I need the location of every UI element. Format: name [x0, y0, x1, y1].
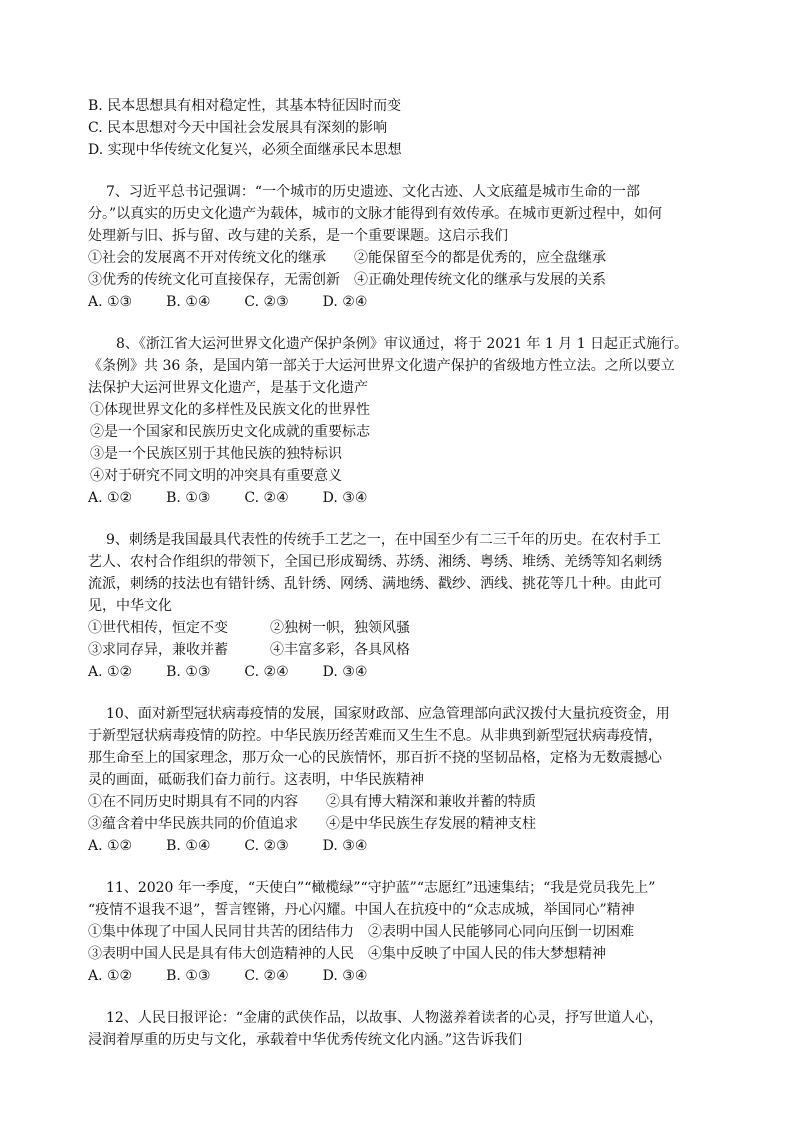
q10-option-d[interactable]: D. ③④ — [322, 838, 368, 854]
q9-options — [88, 661, 367, 683]
q7-option-d[interactable]: D. ②④ — [322, 294, 368, 310]
q9-item-line-1: ①世代相传，恒定不变 ②独树一帜，独领风骚 — [88, 620, 410, 636]
q7-stem-line-3: 处理新与旧、拆与留、改与建的关系，是一个重要课题。这启示我们 — [88, 228, 508, 244]
q9-item-line-2: ③求同存异，兼收并蓄 ④丰富多彩，各具风格 — [88, 642, 410, 658]
q9-stem-line-3: 流派，刺绣的技法也有错针绣、乱针绣、网绣、满地绣、戳纱、洒线、挑花等几十种。由此可 — [88, 576, 662, 592]
q9-stem-line-4: 见，中华文化 — [88, 598, 172, 614]
q6-option-c: C. 民本思想对今天中国社会发展具有深刻的影响 — [88, 120, 388, 136]
q10-option-c[interactable]: C. ②③ — [244, 838, 289, 854]
q11-stem-line-2: “疫情不退我不退”，誓言铿锵，丹心闪耀。中国人在抗疫中的“众志成城，举国同心”精神 — [88, 902, 635, 918]
q8-item-2: ②是一个国家和民族历史文化成就的重要标志 — [90, 424, 370, 440]
q8-item-1: ①体现世界文化的多样性及民族文化的世界性 — [90, 402, 370, 418]
q7-options — [88, 291, 367, 313]
q6-option-b: B. 民本思想具有相对稳定性，其基本特征因时而变 — [88, 98, 402, 114]
q6-option-d: D. 实现中华传统文化复兴，必须全面继承民本思想 — [88, 142, 402, 158]
q7-item-line-1: ①社会的发展离不开对传统文化的继承 ②能保留至今的都是优秀的，应全盘继承 — [88, 250, 606, 266]
q10-option-b[interactable]: B. ①④ — [166, 838, 211, 854]
q7-stem-line-2: 分。”以真实的历史文化遗产为载体，城市的文脉才能得到有效传承。在城市更新过程中，如何 — [88, 206, 663, 222]
q10-item-line-1: ①在不同历史时期具有不同的内容 ②具有博大精深和兼收并蓄的特质 — [88, 794, 536, 810]
q7-option-b[interactable]: B. ①④ — [166, 294, 211, 310]
q11-options — [88, 965, 367, 987]
q8-option-b[interactable]: B. ①③ — [166, 490, 211, 506]
q9-stem-line-1: 9、刺绣是我国最具代表性的传统手工艺之一，在中国至少有二三千年的历史。在农村手工 — [106, 532, 661, 548]
q12-stem-line-2: 浸润着厚重的历史与文化，承载着中华优秀传统文化内涵。”这告诉我们 — [88, 1032, 523, 1048]
q10-stem-line-3: 那生命至上的国家理念，那万众一心的民族情怀，那百折不挠的坚韧品格，定格为无数震撼心 — [88, 750, 662, 766]
q11-item-line-1: ①集中体现了中国人民同甘共苦的团结伟力 ②表明中国人民能够同心同向压倒一切困难 — [88, 924, 634, 940]
q8-stem-line-2: 《条例》共 36 条，是国内第一部关于大运河世界文化遗产保护的省级地方性立法。之所以要立 — [88, 358, 675, 374]
q8-options — [88, 487, 367, 509]
q7-item-line-2: ③优秀的传统文化可直接保存，无需创新 ④正确处理传统文化的继承与发展的关系 — [88, 272, 606, 288]
q8-option-d[interactable]: D. ③④ — [322, 490, 368, 506]
q10-stem-line-2: 于新型冠状病毒疫情的防控。中华民族历经苦难而又生生不息。从非典到新型冠状病毒疫情， — [88, 728, 662, 744]
q8-stem-line-3: 法保护大运河世界文化遗产，是基于文化遗产 — [88, 380, 368, 396]
q11-option-d[interactable]: D. ③④ — [322, 968, 368, 984]
q7-option-c[interactable]: C. ②③ — [244, 294, 289, 310]
q8-item-4: ④对于研究不同文明的冲突具有重要意义 — [90, 468, 342, 484]
q9-option-b[interactable]: B. ①③ — [166, 664, 211, 680]
q10-stem-line-1: 10、面对新型冠状病毒疫情的发展，国家财政部、应急管理部向武汉拨付大量抗疫资金，用 — [106, 706, 670, 722]
q11-option-c[interactable]: C. ②④ — [244, 968, 289, 984]
q11-stem-line-1: 11、2020 年一季度，“天使白”“橄榄绿”“守护蓝”“志愿红”迅速集结；“我是党员我先上” — [106, 880, 656, 896]
q9-option-c[interactable]: C. ②④ — [244, 664, 289, 680]
q8-item-3: ③是一个民族区别于其他民族的独特标识 — [90, 446, 342, 462]
q10-item-line-2: ③蕴含着中华民族共同的价值追求 ④是中华民族生存发展的精神支柱 — [88, 816, 536, 832]
q10-stem-line-4: 灵的画面，砥砺我们奋力前行。这表明，中华民族精神 — [88, 772, 424, 788]
q8-option-c[interactable]: C. ②④ — [244, 490, 289, 506]
q9-stem-line-2: 艺人、农村合作组织的带领下，全国已形成蜀绣、苏绣、湘绣、粤绣、堆绣、羌绣等知名刺绣 — [88, 554, 662, 570]
q7-option-a[interactable]: A. ①③ — [88, 294, 133, 310]
q9-option-d[interactable]: D. ③④ — [322, 664, 368, 680]
q8-stem-line-1: 8、《浙江省大运河世界文化遗产保护条例》审议通过，将于 2021 年 1 月 1 日起正式施行。 — [116, 336, 689, 352]
q11-option-a[interactable]: A. ①② — [88, 968, 133, 984]
q12-stem-line-1: 12、人民日报评论：“金庸的武侠作品，以故事、人物滋养着读者的心灵，抒写世道人心， — [106, 1010, 663, 1026]
q7-stem-line-1: 7、习近平总书记强调：“一个城市的历史遗迹、文化古迹、人文底蕴是城市生命的一部 — [106, 184, 641, 200]
q10-options — [88, 835, 367, 857]
q9-option-a[interactable]: A. ①② — [88, 664, 133, 680]
q11-item-line-2: ③表明中国人民是具有伟大创造精神的人民 ④集中反映了中国人民的伟大梦想精神 — [88, 946, 606, 962]
q11-option-b[interactable]: B. ①③ — [166, 968, 211, 984]
q8-option-a[interactable]: A. ①② — [88, 490, 133, 506]
q10-option-a[interactable]: A. ①② — [88, 838, 133, 854]
